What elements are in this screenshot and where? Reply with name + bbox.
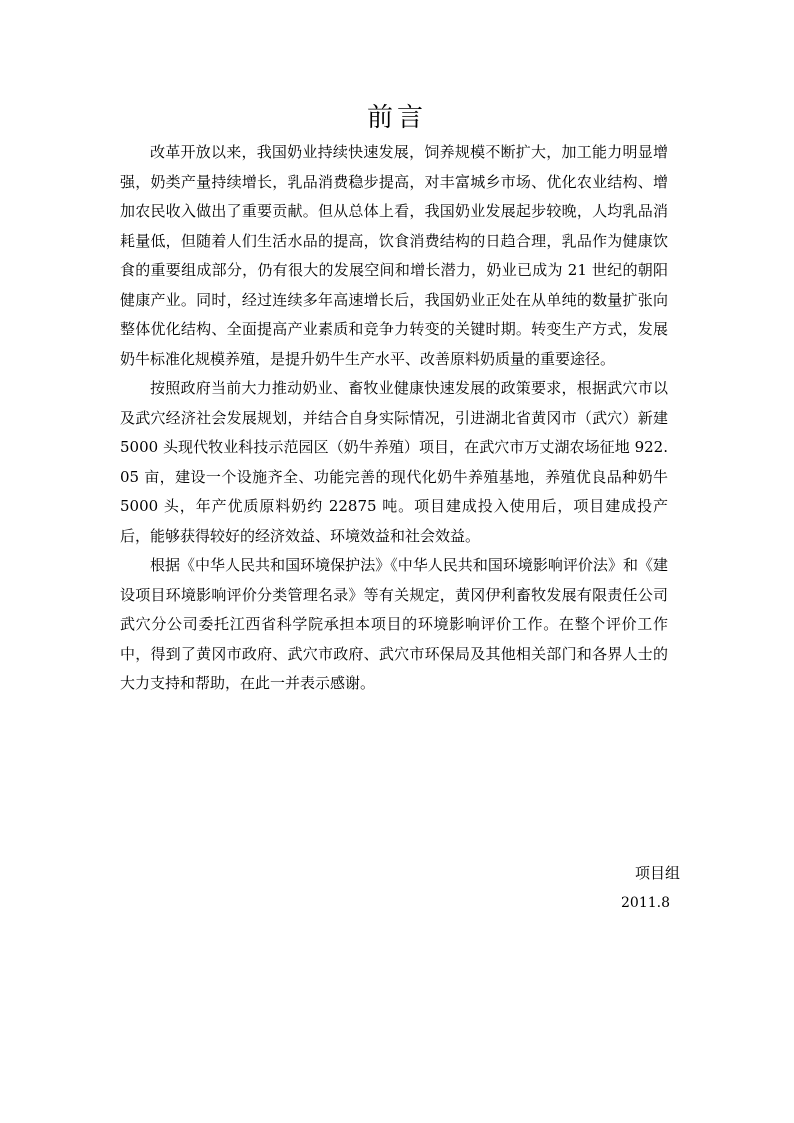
document-body bbox=[120, 138, 668, 699]
signature-block bbox=[560, 858, 680, 918]
paragraph-1: 改革开放以来，我国奶业持续快速发展，饲养规模不断扩大，加工能力明显增强，奶类产量持续增长，乳品消费稳步提高，对丰富城乡市场、优化农业结构、增加农民收入做出了重要贡献。但从总体上看，我国奶业发展起步较晚，人均乳品消耗量低，但随着人们生活水品的提高，饮食消费结构的日趋合理，乳品作为健康饮食的重要组成部分，仍有很大的发展空间和增长潜力，奶业已成为 21 世纪的朝阳健康产业。同时，经过连续多年高速增长后，我国奶业正处在从单纯的数量扩张向整体优化结构、全面提高产业素质和竞争力转变的关键时期。转变生产方式，发展奶牛标准化规模养殖，是提升奶牛生产水平、改善原料奶质量的重要途径。 bbox=[120, 143, 668, 368]
signature-date: 2011.8 bbox=[621, 895, 670, 911]
paragraph-3: 根据《中华人民共和国环境保护法》《中华人民共和国环境影响评价法》和《建设项目环境影响评价分类管理名录》等有关规定，黄冈伊利畜牧发展有限责任公司武穴分公司委托江西省科学院承担本项目的环境影响评价工作。在整个评价工作中，得到了黄冈市政府、武穴市政府、武穴市环保局及其他相关部门和各界人士的大力支持和帮助，在此一并表示感谢。 bbox=[120, 556, 668, 692]
paragraph-2: 按照政府当前大力推动奶业、畜牧业健康快速发展的政策要求，根据武穴市以及武穴经济社会发展规划，并结合自身实际情况，引进湖北省黄冈市（武穴）新建 5000 头现代牧业科技示范园区（奶牛养殖）项目，在武穴市万丈湖农场征地 922.05 亩，建设一个设施齐全、功能完善的现代化奶牛养殖基地，养殖优良品种奶牛 5000 头，年产优质原料奶约 22875 吨。项目建成投入使用后，项目建成投产后，能够获得较好的经济效益、环境效益和社会效益。 bbox=[120, 379, 668, 545]
page-title: 前言 bbox=[366, 103, 427, 133]
signature-organization: 项目组 bbox=[634, 864, 680, 882]
